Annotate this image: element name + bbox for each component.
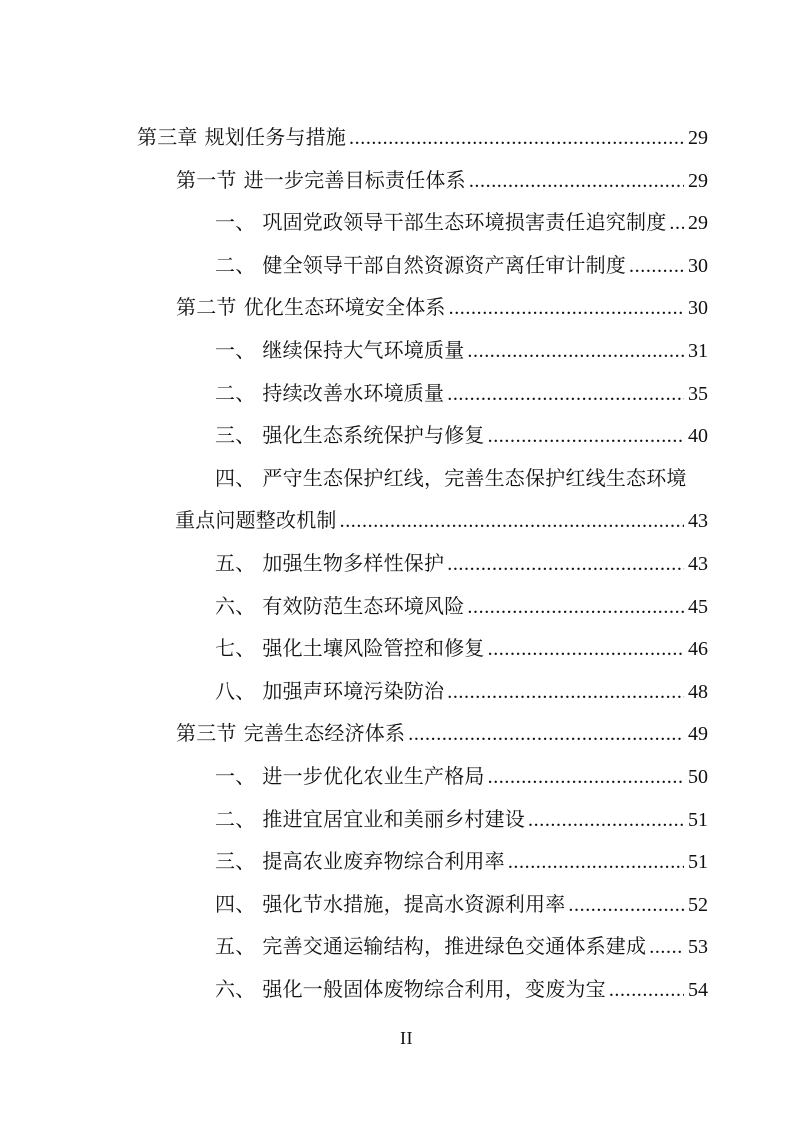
toc-entry-number: 第三节 — [176, 723, 237, 746]
toc-entry — [0, 713, 793, 756]
toc-entry — [0, 884, 793, 927]
toc-entry — [0, 117, 793, 160]
toc-entry-number: 五、 — [215, 552, 256, 575]
toc-entry-page: 30 — [688, 254, 708, 277]
toc-entry — [0, 799, 793, 842]
toc-entry — [0, 202, 793, 245]
toc-entry — [0, 756, 793, 799]
toc-entry-number: 二、 — [215, 808, 256, 831]
toc-leader-dots — [446, 287, 684, 330]
toc-leader-dots — [444, 671, 684, 714]
toc-entry-page: 31 — [688, 339, 708, 362]
toc-entry-page: 52 — [688, 893, 708, 916]
toc-entry-page: 30 — [688, 297, 708, 320]
toc-leader-dots — [505, 841, 684, 884]
toc-entry-number: 三、 — [215, 425, 256, 448]
toc-entry — [0, 160, 793, 203]
toc-entry-label: 完善交通运输结构，推进绿色交通体系建成 — [262, 936, 647, 959]
toc-entry — [0, 543, 793, 586]
toc-entry-number: 四、 — [215, 467, 256, 490]
toc-entry-number: 五、 — [215, 936, 256, 959]
toc-entry-page: 54 — [688, 978, 708, 1001]
toc-leader-dots — [666, 202, 684, 245]
toc-entry — [0, 287, 793, 330]
table-of-contents — [0, 117, 793, 1011]
toc-entry-number: 四、 — [215, 893, 256, 916]
toc-entry — [0, 926, 793, 969]
toc-entry-number: 一、 — [215, 765, 256, 788]
toc-leader-dots — [444, 373, 684, 416]
toc-entry — [0, 458, 793, 501]
toc-entry-number: 第二节 — [176, 297, 237, 320]
toc-entry-label: 严守生态保护红线，完善生态保护红线生态环境 — [262, 467, 687, 490]
toc-entry-label: 提高农业废弃物综合利用率 — [262, 851, 505, 874]
toc-entry-page: 51 — [688, 851, 708, 874]
toc-entry-page: 29 — [688, 212, 708, 235]
toc-entry-number: 六、 — [215, 595, 256, 618]
toc-leader-dots — [646, 926, 684, 969]
toc-entry-label: 有效防范生态环境风险 — [262, 595, 465, 618]
toc-entry-page: 53 — [688, 936, 708, 959]
toc-entry-page: 29 — [688, 127, 708, 149]
toc-entry-label: 继续保持大气环境质量 — [262, 339, 465, 362]
toc-leader-dots — [464, 586, 684, 629]
toc-entry-page: 43 — [688, 510, 708, 533]
toc-entry-page: 51 — [688, 808, 708, 831]
toc-entry-label: 强化土壤风险管控和修复 — [262, 638, 485, 661]
toc-entry-label: 健全领导干部自然资源资产离任审计制度 — [262, 254, 627, 277]
toc-entry — [0, 841, 793, 884]
toc-leader-dots — [346, 117, 684, 160]
toc-entry — [0, 373, 793, 416]
toc-entry-number: 一、 — [215, 212, 256, 235]
toc-entry-page: 43 — [688, 552, 708, 575]
toc-entry-label: 加强声环境污染防治 — [262, 680, 445, 703]
toc-entry-page: 40 — [688, 425, 708, 448]
toc-entry-number: 八、 — [215, 680, 256, 703]
toc-entry-label: 持续改善水环境质量 — [262, 382, 445, 405]
toc-entry — [0, 969, 793, 1012]
page-number-footer: II — [400, 1028, 413, 1048]
toc-leader-dots — [626, 245, 684, 288]
toc-leader-dots — [525, 799, 684, 842]
toc-entry-label: 重点问题整改机制 — [175, 510, 337, 533]
toc-entry — [0, 586, 793, 629]
toc-leader-dots — [337, 500, 684, 543]
toc-entry-number: 六、 — [215, 978, 256, 1001]
toc-entry — [0, 330, 793, 373]
toc-entry-page: 46 — [688, 638, 708, 661]
toc-entry-number: 二、 — [215, 254, 256, 277]
toc-entry — [0, 628, 793, 671]
toc-entry-label: 进一步优化农业生产格局 — [262, 765, 485, 788]
toc-entry-number: 第一节 — [176, 169, 237, 192]
toc-entry-label: 进一步完善目标责任体系 — [243, 169, 466, 192]
toc-leader-dots — [565, 884, 684, 927]
toc-entry-label: 加强生物多样性保护 — [262, 552, 445, 575]
toc-entry — [0, 415, 793, 458]
toc-entry-label: 优化生态环境安全体系 — [243, 297, 446, 320]
toc-entry-page: 45 — [688, 595, 708, 618]
toc-entry-page: 49 — [688, 723, 708, 746]
toc-entry-label: 推进宜居宜业和美丽乡村建设 — [262, 808, 526, 831]
toc-leader-dots — [464, 330, 684, 373]
toc-entry-label: 强化一般固体废物综合利用，变废为宝 — [262, 978, 606, 1001]
toc-entry-label: 巩固党政领导干部生态环境损害责任追究制度 — [262, 212, 667, 235]
toc-entry-page: 50 — [688, 765, 708, 788]
toc-leader-dots — [466, 160, 684, 203]
toc-leader-dots — [444, 543, 684, 586]
toc-entry — [0, 245, 793, 288]
toc-entry-number: 七、 — [215, 638, 256, 661]
toc-leader-dots — [405, 713, 684, 756]
toc-entry-number: 三、 — [215, 851, 256, 874]
toc-entry — [0, 671, 793, 714]
toc-entry-number: 第三章 — [137, 127, 198, 149]
toc-entry-label: 完善生态经济体系 — [243, 723, 406, 746]
toc-entry-label: 强化节水措施，提高水资源利用率 — [262, 893, 566, 916]
toc-entry-label: 强化生态系统保护与修复 — [262, 425, 485, 448]
toc-entry-number: 一、 — [215, 339, 256, 362]
toc-entry-page: 48 — [688, 680, 708, 703]
toc-entry-continuation — [0, 500, 793, 543]
toc-leader-dots — [485, 756, 684, 799]
toc-leader-dots — [485, 628, 684, 671]
toc-entry-label: 规划任务与措施 — [204, 127, 347, 149]
toc-leader-dots — [485, 415, 684, 458]
toc-entry-number: 二、 — [215, 382, 256, 405]
toc-entry-page: 29 — [688, 169, 708, 192]
toc-entry-page: 35 — [688, 382, 708, 405]
toc-leader-dots — [606, 969, 684, 1012]
